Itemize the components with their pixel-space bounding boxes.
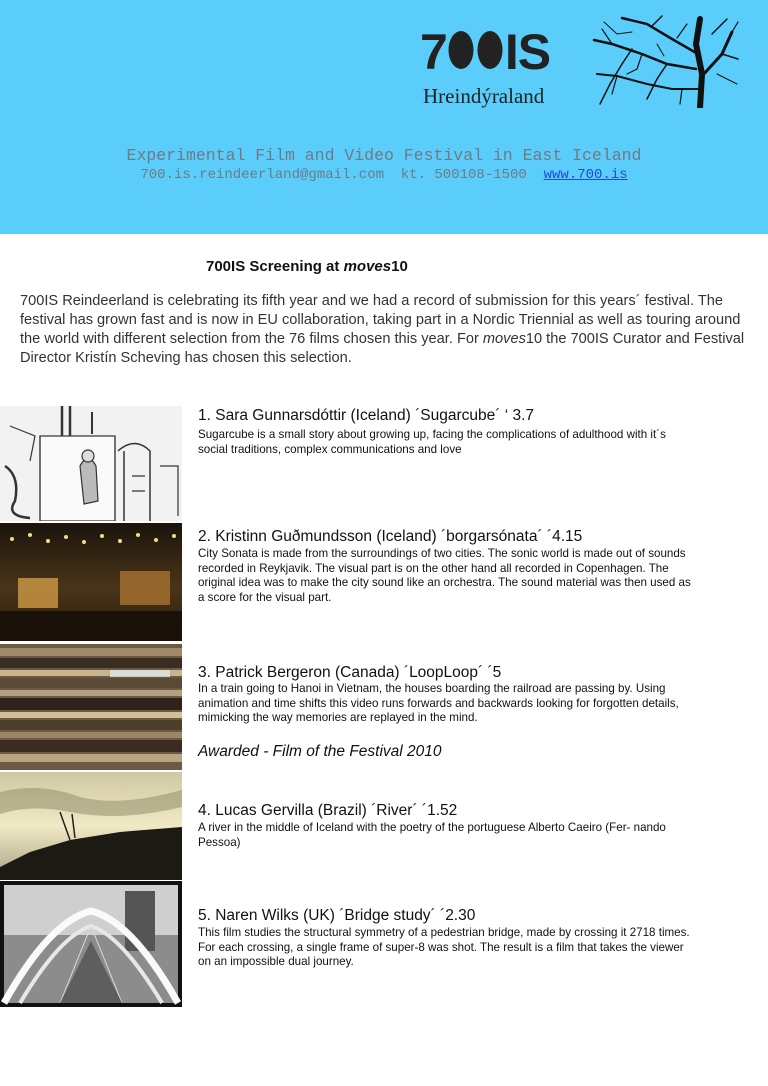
contact-text: 700.is.reindeerland@gmail.com kt. 500108-1500	[140, 167, 544, 183]
sketch-drawing-image	[0, 406, 182, 521]
contact-line	[0, 167, 768, 183]
title-event: moves	[343, 258, 392, 275]
website-link[interactable]: www.700.is	[543, 167, 628, 183]
logo-circles-icon	[448, 30, 504, 70]
title-prefix: 700IS Screening at	[206, 258, 344, 275]
striped-train-houses-image	[0, 644, 182, 770]
film-5-heading: 5. Naren Wilks (UK) ´Bridge study´ ´2.30	[198, 907, 476, 924]
film-1-heading: 1. Sara Gunnarsdóttir (Iceland) ´Sugarcube´ ‘ 3.7	[198, 407, 535, 424]
intro-part2: 10 the 700IS Curator and Festival Director Kristín Scheving has chosen this selection.	[20, 331, 745, 366]
festival-tagline: Experimental Film and Video Festival in East Iceland	[126, 146, 642, 165]
film-2-description: City Sonata is made from the surroundings of two cities. The sonic world is made out of sounds recorded in Reykjavik. The visual part is on the other hand all recorded in Copenhagen. The original idea was to make the city sound like an orchestra. The sound material was then used as a score for the visual part.	[198, 547, 691, 604]
film-4-heading: 4. Lucas Gervilla (Brazil) ´River´ ´1.52	[198, 802, 458, 819]
title-suffix: 10	[391, 258, 408, 275]
tree-branches-icon	[592, 14, 740, 108]
intro-paragraph	[20, 292, 750, 368]
page-title	[206, 258, 408, 275]
logo-prefix: 7	[420, 24, 447, 80]
film-3-heading: 3. Patrick Bergeron (Canada) ´LoopLoop´ ´5	[198, 664, 502, 681]
film-2-heading: 2. Kristinn Guðmundsson (Iceland) ´borgarsónata´ ´4.15	[198, 528, 583, 545]
intro-event: moves	[482, 331, 526, 347]
film-3-description: In a train going to Hanoi in Vietnam, the houses boarding the railroad are passing by. Using animation and time shifts this video runs forwards and backwards looking for forgotten details, mimicking the way memories are replayed in the mind.	[198, 682, 679, 725]
film-1-description: Sugarcube is a small story about growing up, facing the complications of adulthood with it´s social traditions, complex communications and love	[198, 428, 666, 456]
logo-subtitle: Hreindýraland	[423, 84, 545, 108]
film-4-description: A river in the middle of Iceland with the poetry of the portuguese Alberto Caeiro (Fer- nando Pessoa)	[198, 821, 666, 849]
bridge-image	[0, 881, 182, 1007]
logo-suffix: IS	[504, 24, 551, 80]
film-5-description: This film studies the structural symmetry of a pedestrian bridge, made by crossing it 2718 times. For each crossing, a single frame of super-8 was shot. The result is a film that takes the viewer on an impossible dual journey.	[198, 926, 690, 969]
intro-part1: 700IS Reindeerland is celebrating its fifth year and we had a record of submission for this years´ festival. The festival has grown fast and is now in EU collaboration, taking part in a Nordic Triennial as well as touring around the world with different selection from the 76 films chosen this year. For	[20, 293, 741, 347]
festival-logo	[420, 26, 550, 78]
header-banner	[0, 0, 768, 234]
award-line: Awarded - Film of the Festival 2010	[198, 743, 442, 760]
night-city-street-image	[0, 523, 182, 641]
river-sky-image	[0, 772, 182, 880]
